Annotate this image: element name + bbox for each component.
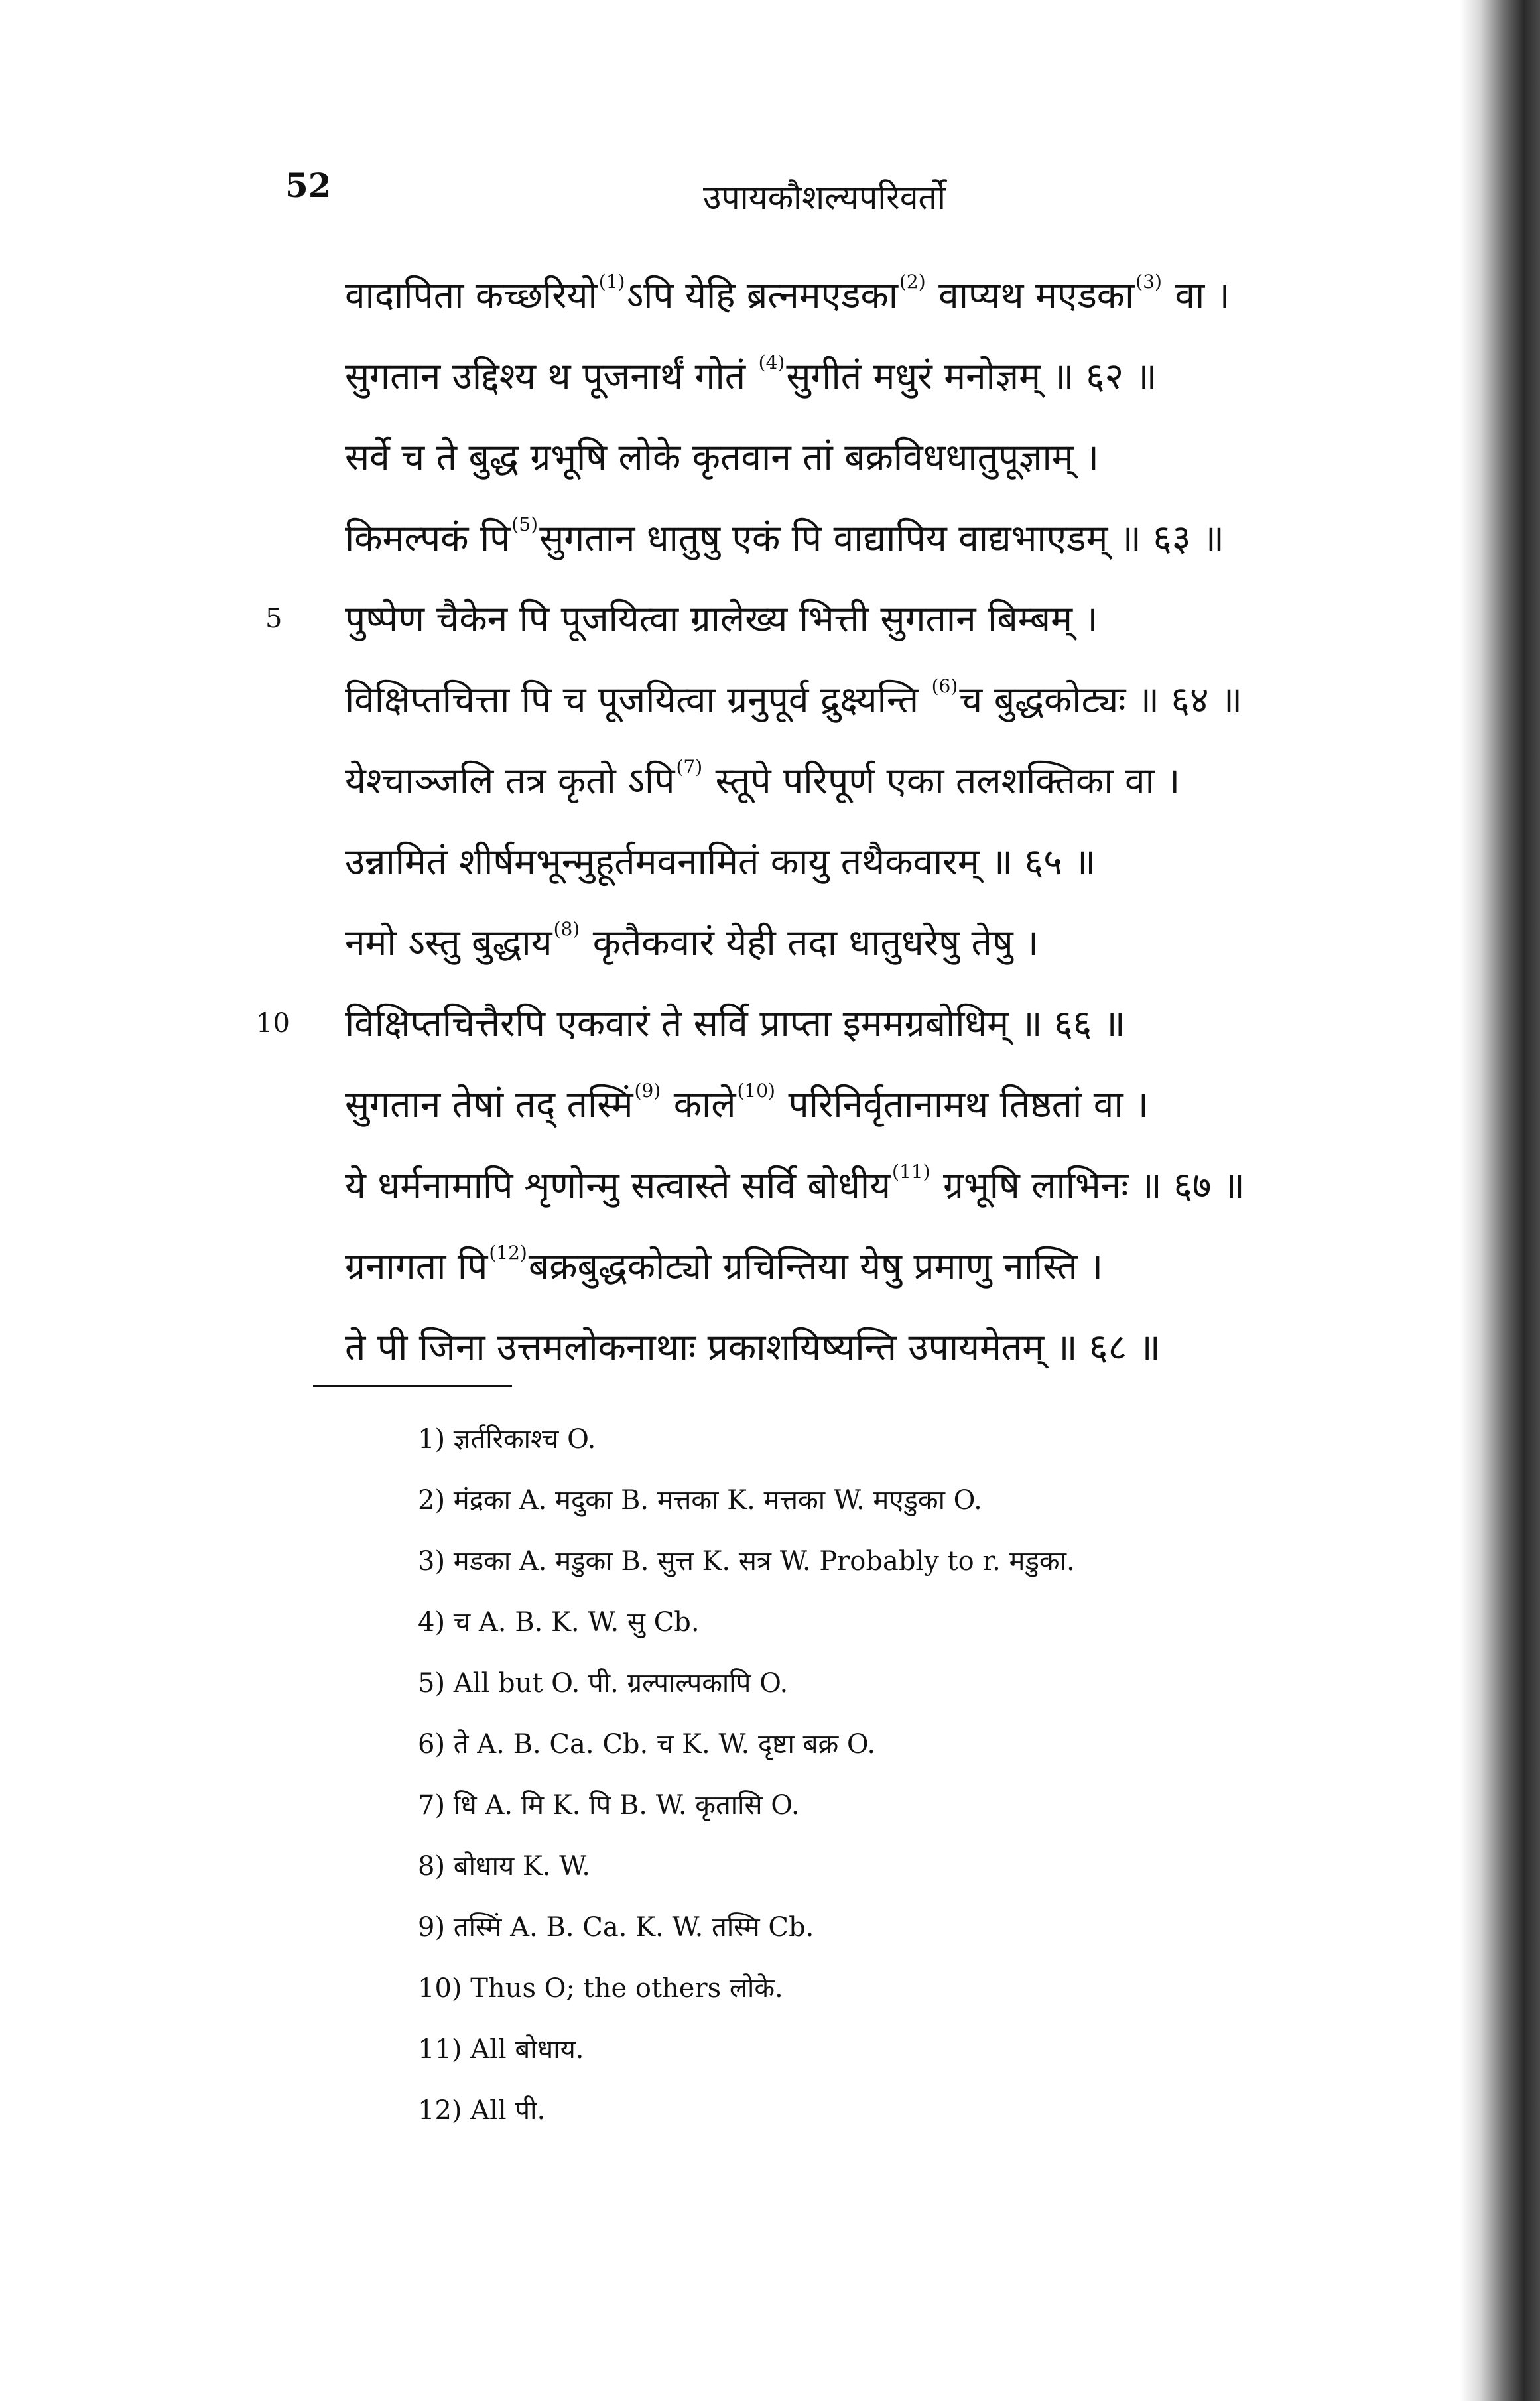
footnote [418,1965,1346,2026]
footnote-text: All पी. [470,2095,546,2126]
verse-line [345,505,1326,586]
verse-line [345,424,1326,505]
footnote-ref: (10) [737,1080,775,1102]
footnote-text: धि A. मि K. पि B. W. कृतासि O. [453,1790,800,1821]
footnotes [418,1416,1346,2148]
footnote-ref: (2) [899,271,926,292]
footnote-text: All बोधाय. [470,2034,584,2065]
footnote-number: 7) [418,1790,446,1821]
verse-line [345,1314,1326,1395]
footnote [418,1599,1346,1660]
verse-text: सुगतान उद्दिश्य थ पूजनार्थं गोतं [345,355,746,397]
verse-text: सुगतान धातुषु एकं पि वाद्यापिय वाद्यभाएडम् ॥ ६३ ॥ [539,517,1224,559]
verse-text: विक्षिप्तचित्ता पि च पूजयित्वा ग्रनुपूर्व द्रुक्ष्यन्ति [345,679,919,721]
footnote-number: 4) [418,1607,446,1638]
verse-line [265,586,1326,667]
verse-text: स्तूपे परिपूर्ण एका तलशक्तिका वा । [715,759,1181,802]
verse-text: ते पी जिना उत्तमलोकनाथाः प्रकाशयिष्यन्ति उपायमेतम् ॥ ६८ ॥ [345,1326,1161,1368]
verse-text: सर्वे च ते बुद्ध ग्रभूषि लोके कृतवान तां बक्रविधधातुपूज्ञाम् । [345,436,1099,478]
footnote [418,1843,1346,1904]
footnote-number: 3) [418,1546,446,1577]
footnote [418,1538,1346,1599]
verse-text: किमल्पकं पि [345,517,511,559]
verse-line [345,1071,1326,1152]
footnote-text: Thus O; the others लोके. [470,1973,783,2004]
verse-text: ग्रभूषि लाभिनः ॥ ६७ ॥ [943,1164,1245,1206]
verse-text: परिनिर्वृतानामथ तिष्ठतां वा । [788,1083,1149,1126]
verse-line [345,747,1326,828]
footnote-text: All but O. पी. ग्रल्पाल्पकापि O. [453,1668,789,1699]
footnote-text: तस्मिं A. B. Ca. K. W. तस्मि Cb. [453,1912,814,1943]
footnote-number: 9) [418,1912,446,1943]
verse-text: नमो ऽस्तु बुद्धाय [345,921,552,964]
verse-text: सुगीतं मधुरं मनोज्ञम् ॥ ६२ ॥ [786,355,1157,397]
footnote-text: ते A. B. Ca. Cb. च K. W. दृष्टा बक्र O. [453,1729,876,1760]
verse-text: वाप्यथ मएडका [938,274,1135,316]
footnote [418,2087,1346,2148]
verse-line [256,990,1326,1071]
footnote-divider [313,1385,512,1387]
verse-text: ग्रनागता पि [345,1245,488,1287]
footnote-number: 6) [418,1729,446,1760]
footnote-number: 8) [418,1851,446,1882]
verse-line [345,343,1326,424]
verse-text: पुष्पेण चैकेन पि पूजयित्वा ग्रालेख्य भित्ती सुगतान बिम्बम् । [345,598,1098,640]
footnote [418,2026,1346,2087]
footnote-ref: (3) [1135,271,1162,292]
footnote-text: मंद्रका A. मदुका B. मत्तका K. मत्तका W. मएडुका O. [453,1485,982,1516]
verse-line [345,667,1326,747]
verse-text: विक्षिप्तचित्तैरपि एकवारं ते सर्वि प्राप्ता इममग्रबोधिम् ॥ ६६ ॥ [345,1002,1125,1045]
footnote [418,1416,1346,1477]
verse-block [256,262,1326,1395]
verse-text: कृतैकवारं येही तदा धातुधरेषु तेषु । [592,921,1039,964]
footnote-ref: (4) [758,352,785,373]
footnote [418,1660,1346,1721]
verse-text: वादापिता कच्छरियो [345,274,598,316]
verse-line [345,828,1326,909]
footnote-text: बोधाय K. W. [453,1851,591,1882]
footnote [418,1782,1346,1843]
footnote [418,1477,1346,1538]
verse-text: काले [673,1083,736,1126]
footnote-ref: (11) [892,1161,930,1183]
footnote-ref: (6) [931,675,958,697]
verse-text: सुगतान तेषां तद् तस्मिं [345,1083,633,1126]
footnote-ref: (8) [553,918,580,940]
footnote-ref: (9) [634,1080,661,1102]
footnote-number: 12) [418,2095,462,2126]
footnote-ref: (5) [511,513,539,535]
footnote-text: च A. B. K. W. सु Cb. [453,1607,700,1638]
footnote-text: मडका A. मडुका B. सुत्त K. सत्र W. Probably to r. मडुका. [453,1546,1075,1577]
verse-text: उन्नामितं शीर्षमभून्मुहूर्तमवनामितं कायु तथैकवारम् ॥ ६५ ॥ [345,840,1096,883]
footnote-ref: (7) [676,756,703,778]
verse-text: येश्चाञ्जलि तत्र कृतो [345,759,616,802]
footnote-number: 11) [418,2034,462,2065]
verse-line [345,909,1326,990]
footnote-text: ज्ञर्तरिकाश्च O. [453,1424,596,1455]
footnote-ref: (12) [489,1242,527,1264]
verse-text: बक्रबुद्धकोट्यो ग्रचिन्तिया येषु प्रमाणु नास्ति । [528,1245,1104,1287]
page-number: 52 [285,166,332,205]
running-head: उपायकौशल्यपरिवर्तो [703,178,946,217]
footnote [418,1904,1346,1965]
verse-text: च [959,679,983,721]
footnote-number: 5) [418,1668,446,1699]
footnote-number: 2) [418,1485,446,1516]
verse-text: ये धर्मनामापि शृणोन्मु सत्वास्ते सर्वि बोधीय [345,1164,891,1206]
verse-text: ऽपि [627,759,675,802]
footnote-ref: (1) [598,271,625,292]
line-number: 5 [265,604,283,634]
line-number: 10 [256,1008,290,1039]
footnote-number: 1) [418,1424,446,1455]
verse-text: वा । [1175,274,1230,316]
verse-line [345,1233,1326,1314]
verse-text: बुद्धकोट्यः ॥ ६४ ॥ [994,679,1243,721]
footnote-number: 10) [418,1973,462,2004]
verse-line [345,262,1326,343]
verse-line [345,1152,1326,1233]
footnote [418,1721,1346,1782]
verse-text: ऽपि येहि ब्रत्नमएडका [626,274,898,316]
page-edge-shadow [1460,0,1540,2401]
